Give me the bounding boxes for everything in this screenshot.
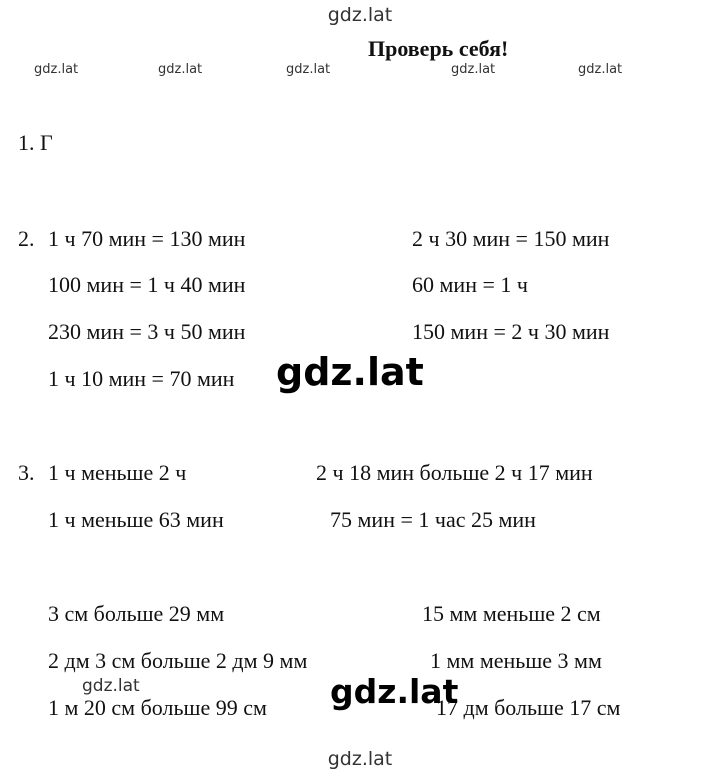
task3-number: 3.	[18, 460, 35, 485]
task2-right-3: 150 мин = 2 ч 30 мин	[412, 319, 610, 344]
watermark-top: gdz.lat	[327, 4, 393, 26]
watermark-row-3: gdz.lat	[286, 62, 331, 77]
watermark-row-2: gdz.lat	[158, 62, 203, 77]
task2-left-4: 1 ч 10 мин = 70 мин	[48, 366, 235, 391]
page-title: Проверь себя!	[368, 36, 509, 61]
task4-left-3: 1 м 20 см больше 99 см	[48, 695, 267, 720]
watermark-row-4: gdz.lat	[451, 62, 496, 77]
task3-right-1: 2 ч 18 мин больше 2 ч 17 мин	[316, 460, 593, 485]
task4-right-1: 15 мм меньше 2 см	[422, 601, 601, 626]
task1-answer: 1. Г	[18, 130, 53, 155]
watermark-row-1: gdz.lat	[34, 62, 79, 77]
task3-right-2: 75 мин = 1 час 25 мин	[330, 507, 536, 532]
task4-right-3: 17 дм больше 17 см	[436, 695, 621, 720]
task3-left-2: 1 ч меньше 63 мин	[48, 507, 224, 532]
task4-right-2: 1 мм меньше 3 мм	[430, 648, 602, 673]
watermark-mid: gdz.lat	[276, 350, 424, 394]
watermark-lower-small: gdz.lat	[82, 676, 140, 696]
watermark-bottom: gdz.lat	[327, 748, 393, 770]
task2-right-1: 2 ч 30 мин = 150 мин	[412, 226, 610, 251]
task2-left-3: 230 мин = 3 ч 50 мин	[48, 319, 246, 344]
task2-left-1: 1 ч 70 мин = 130 мин	[48, 226, 246, 251]
watermark-row-5: gdz.lat	[578, 62, 623, 77]
task2-number: 2.	[18, 226, 35, 251]
task2-left-2: 100 мин = 1 ч 40 мин	[48, 272, 246, 297]
task2-right-2: 60 мин = 1 ч	[412, 272, 528, 297]
task4-left-2: 2 дм 3 см больше 2 дм 9 мм	[48, 648, 308, 673]
task4-left-1: 3 см больше 29 мм	[48, 601, 225, 626]
task3-left-1: 1 ч меньше 2 ч	[48, 460, 187, 485]
watermark-lower-big: gdz.lat	[330, 672, 459, 711]
